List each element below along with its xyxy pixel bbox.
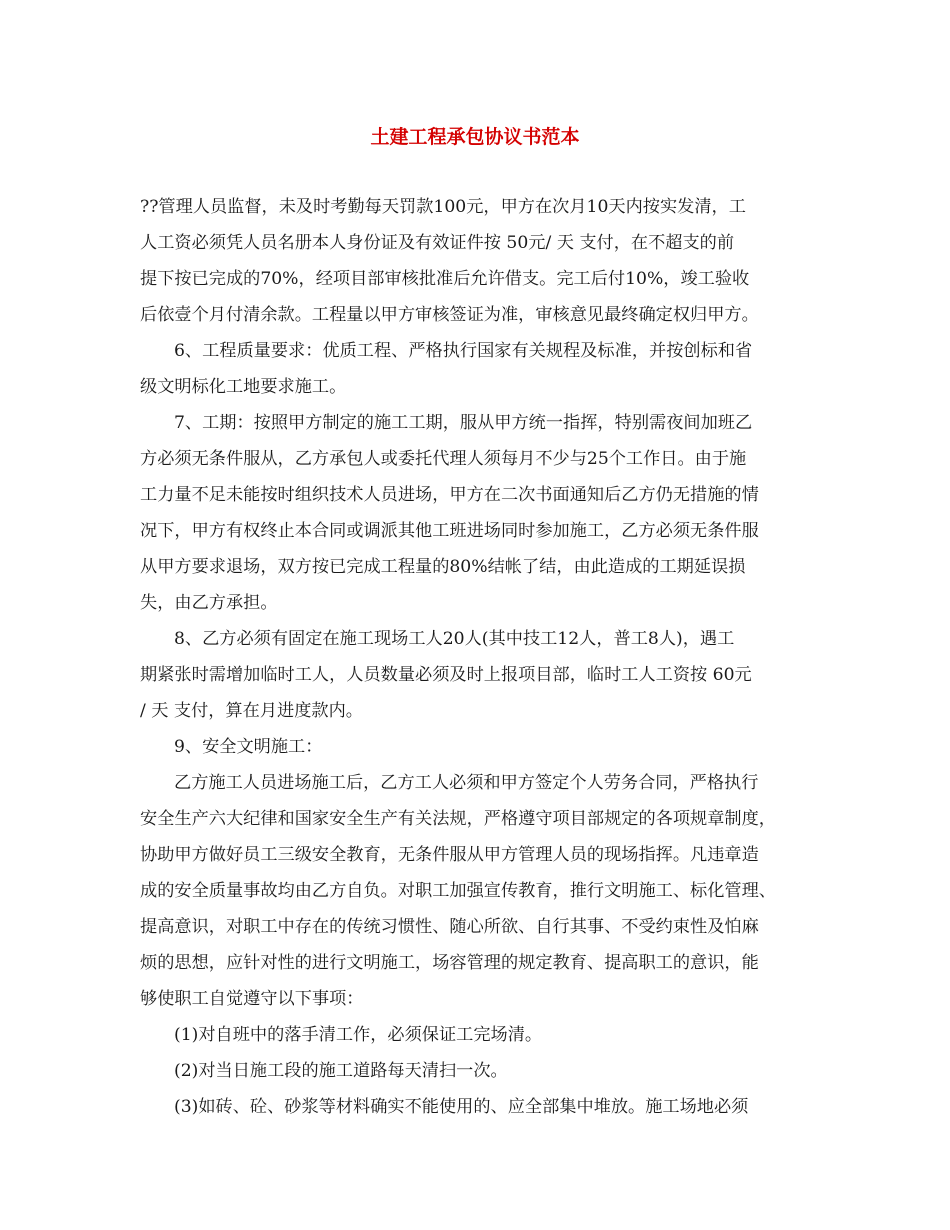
paragraph-line: 烦的思想，应针对性的进行文明施工，场容管理的规定教育、提高职工的意识，能: [140, 953, 759, 973]
paragraph-line: / 天 支付，算在月进度款内。: [140, 701, 363, 721]
paragraph-line: 人工资必须凭人员名册本人身份证及有效证件按 50元/ 天 支付，在不超支的前: [140, 233, 735, 253]
paragraph-line: 后依壹个月付清余款。工程量以甲方审核签证为准，审核意见最终确定权归甲方。: [140, 305, 759, 325]
list-item: (1)对自班中的落手清工作，必须保证工完场清。: [174, 1025, 543, 1045]
paragraph-line: 况下，甲方有权终止本合同或调派其他工班进场同时参加施工，乙方必须无条件服: [140, 521, 759, 541]
list-item: (2)对当日施工段的施工道路每天清扫一次。: [174, 1061, 508, 1081]
paragraph-line: 级文明标化工地要求施工。: [140, 377, 347, 397]
paragraph-line: 安全生产六大纪律和国家安全生产有关法规，严格遵守项目部规定的各项规章制度，: [140, 809, 776, 829]
paragraph-line: 成的安全质量事故均由乙方自负。对职工加强宣传教育，推行文明施工、标化管理、: [140, 881, 776, 901]
paragraph-line: 协助甲方做好员工三级安全教育，无条件服从甲方管理人员的现场指挥。凡违章造: [140, 845, 759, 865]
paragraph-line: 6、工程质量要求：优质工程、严格执行国家有关规程及标准，并按创标和省: [174, 341, 753, 361]
paragraph-line: 从甲方要求退场，双方按已完成工程量的80%结帐了结，由此造成的工期延误损: [140, 557, 746, 577]
paragraph-line: 7、工期：按照甲方制定的施工工期，服从甲方统一指挥，特别需夜间加班乙: [174, 413, 753, 433]
paragraph-line: 提高意识，对职工中存在的传统习惯性、随心所欲、自行其事、不受约束性及怕麻: [140, 917, 759, 937]
paragraph-line: 失，由乙方承担。: [140, 593, 278, 613]
paragraph-line: 期紧张时需增加临时工人，人员数量必须及时上报项目部，临时工人工资按 60元: [140, 665, 752, 685]
paragraph-line: 乙方施工人员进场施工后，乙方工人必须和甲方签定个人劳务合同，严格执行: [174, 773, 759, 793]
paragraph-line: 9、安全文明施工：: [174, 737, 323, 757]
list-item: (3)如砖、砼、砂浆等材料确实不能使用的、应全部集中堆放。施工场地必须: [174, 1097, 749, 1117]
paragraph-line: 够使职工自觉遵守以下事项：: [140, 989, 364, 1009]
document-title: 土建工程承包协议书范本: [370, 126, 580, 148]
paragraph-line: 工力量不足未能按时组织技术人员进场，甲方在二次书面通知后乙方仍无措施的情: [140, 485, 759, 505]
paragraph-line: 8、乙方必须有固定在施工现场工人20人(其中技工12人，普工8人)，遇工: [174, 629, 735, 649]
paragraph-line: 方必须无条件服从，乙方承包人或委托代理人须每月不少与25个工作日。由于施: [140, 449, 747, 469]
paragraph-line: 提下按已完成的70%，经项目部审核批准后允许借支。完工后付10%，竣工验收: [140, 269, 750, 289]
paragraph-line: ??管理人员监督，未及时考勤每天罚款100元，甲方在次月10天内按实发清，工: [140, 197, 746, 217]
